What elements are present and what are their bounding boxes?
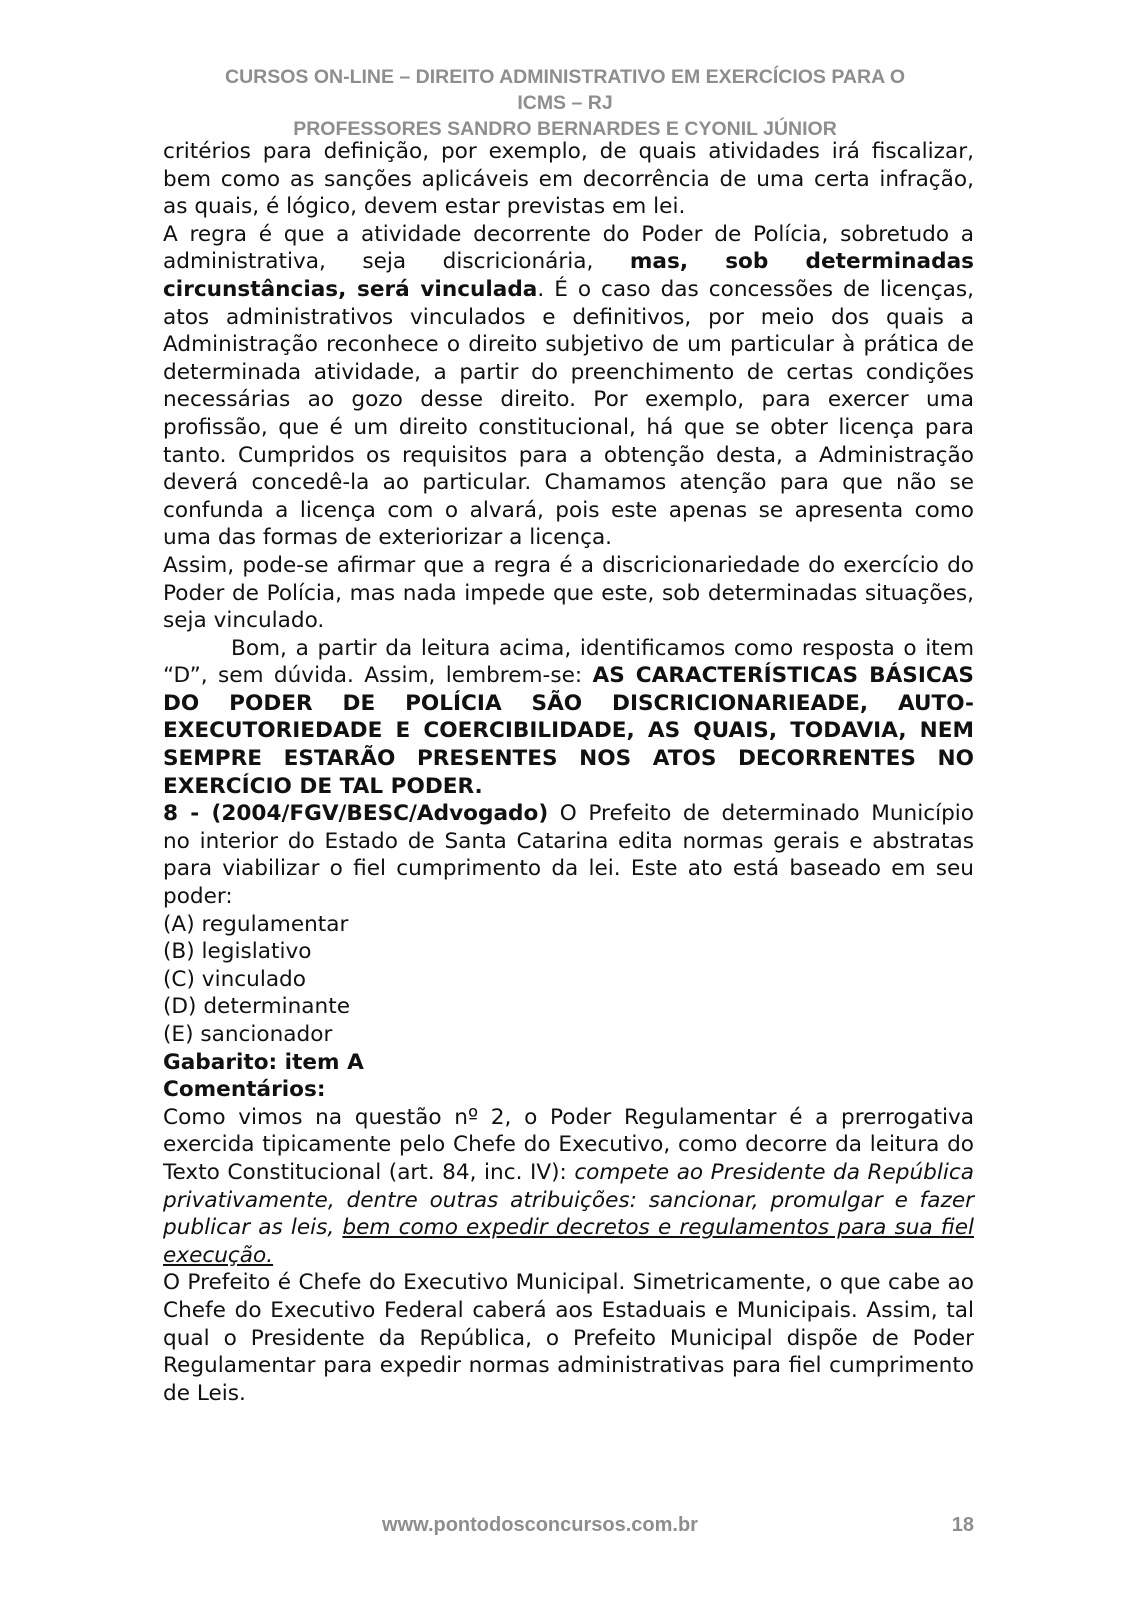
paragraph-mayor: O Prefeito é Chefe do Executivo Municipal. Simetricamente, o que cabe ao Chefe do Executivo Federal caberá aos Estaduais e Municipais. Assim, tal qual o Presidente da República, o Prefeito Municipal dispõe de Poder Regulamentar para expedir normas administrativas para fiel cumprimento de Leis.	[163, 1270, 974, 1406]
page-number: 18	[951, 1514, 974, 1536]
question-8-title: 8 - (2004/FGV/BESC/Advogado)	[163, 801, 549, 827]
paragraph-comment-text: Como vimos na questão nº 2, o Poder Regulamentar é a prerrogativa exercida tipicamente pelo Chefe do Executivo, como decorre da leitura do Texto Constitucional (art. 84, inc. IV):	[163, 1104, 974, 1185]
answer-key-text: Gabarito: item A	[163, 1049, 364, 1075]
question-option: (B) legislativo	[163, 939, 312, 965]
footer-website: www.pontodosconcursos.com.br	[382, 1514, 698, 1536]
question-option: (D) determinante	[163, 994, 350, 1020]
paragraph-answer-highlight: AS CARACTERÍSTICAS BÁSICAS DO PODER DE POLÍCIA SÃO DISCRICIONARIEADE, AUTO-EXECUTORIEDADE E COERCIBILIDADE, AS QUAIS, TODAVIA, NEM SEMPRE ESTARÃO PRESENTES NOS ATOS DECORRENTES NO EXERCÍCIO DE TAL PODER.	[163, 663, 974, 799]
paragraph-rule	[163, 221, 974, 552]
paragraph-rule-intro: A regra é que a atividade decorrente do Poder de Polícia, sobretudo a administrativa, seja discricionária,	[163, 221, 974, 275]
paragraph-conclusion: Assim, pode-se afirmar que a regra é a discricionariedade do exercício do Poder de Polícia, mas nada impede que este, sob determinadas situações, seja vinculado.	[163, 552, 974, 634]
question-8	[163, 800, 974, 910]
paragraph-rule-rest: . É o caso das concessões de licenças, atos administrativos vinculados e definitivos, por meio dos quais a Administração reconhece o direito subjetivo de um particular à prática de determinada atividade, a partir do preenchimento de certas condições necessárias ao gozo desse direito. Por exemplo, para exercer uma profissão, que é um direito constitucional, há que se obter licença para tanto. Cumpridos os requisitos para a obtenção desta, a Administração deverá concedê-la ao particular. Chamamos atenção para que não se confunda a licença com o alvará, pois este apenas se apresenta como uma das formas de exteriorizar a licença.	[163, 276, 974, 551]
question-option: (E) sancionador	[163, 1022, 333, 1047]
paragraph-comment-quote: compete ao Presidente da República privativamente, dentre outras atribuições: sancionar, promulgar e fazer publicar as leis,	[163, 1159, 974, 1241]
paragraph-comment-quote-underlined: bem como expedir decretos e regulamentos para sua fiel execução.	[163, 1215, 974, 1268]
comments-heading-text: Comentários:	[163, 1077, 326, 1103]
paragraph-criteria: critérios para definição, por exemplo, de quais atividades irá fiscalizar, bem como as sanções aplicáveis em decorrência de uma certa infração, as quais, é lógico, devem estar previstas em lei.	[163, 139, 974, 220]
page-body	[163, 138, 974, 1407]
paragraph-answer	[163, 635, 974, 801]
question-8-statement: O Prefeito de determinado Município no interior do Estado de Santa Catarina edita normas gerais e abstratas para viabilizar o fiel cumprimento da lei. Este ato está baseado em seu poder:	[163, 801, 974, 910]
paragraph-comment	[163, 1104, 974, 1270]
header-course-title: CURSOS ON-LINE – DIREITO ADMINISTRATIVO EM EXERCÍCIOS PARA O	[224, 66, 906, 88]
header-professors: PROFESSORES SANDRO BERNARDES E CYONIL JÚNIOR	[293, 118, 837, 140]
comments-heading	[163, 1076, 974, 1104]
answer-key	[163, 1049, 974, 1077]
question-option: (A) regulamentar	[163, 911, 349, 937]
paragraph-rule-emphasis: mas, sob determinadas circunstâncias, será vinculada	[163, 249, 974, 302]
question-option: (C) vinculado	[163, 966, 306, 992]
header-course-subtitle: ICMS – RJ	[517, 92, 613, 114]
page-header	[150, 64, 980, 142]
paragraph-answer-text: Bom, a partir da leitura acima, identificamos como resposta o item “D”, sem dúvida. Assim, lembrem-se:	[163, 635, 974, 689]
